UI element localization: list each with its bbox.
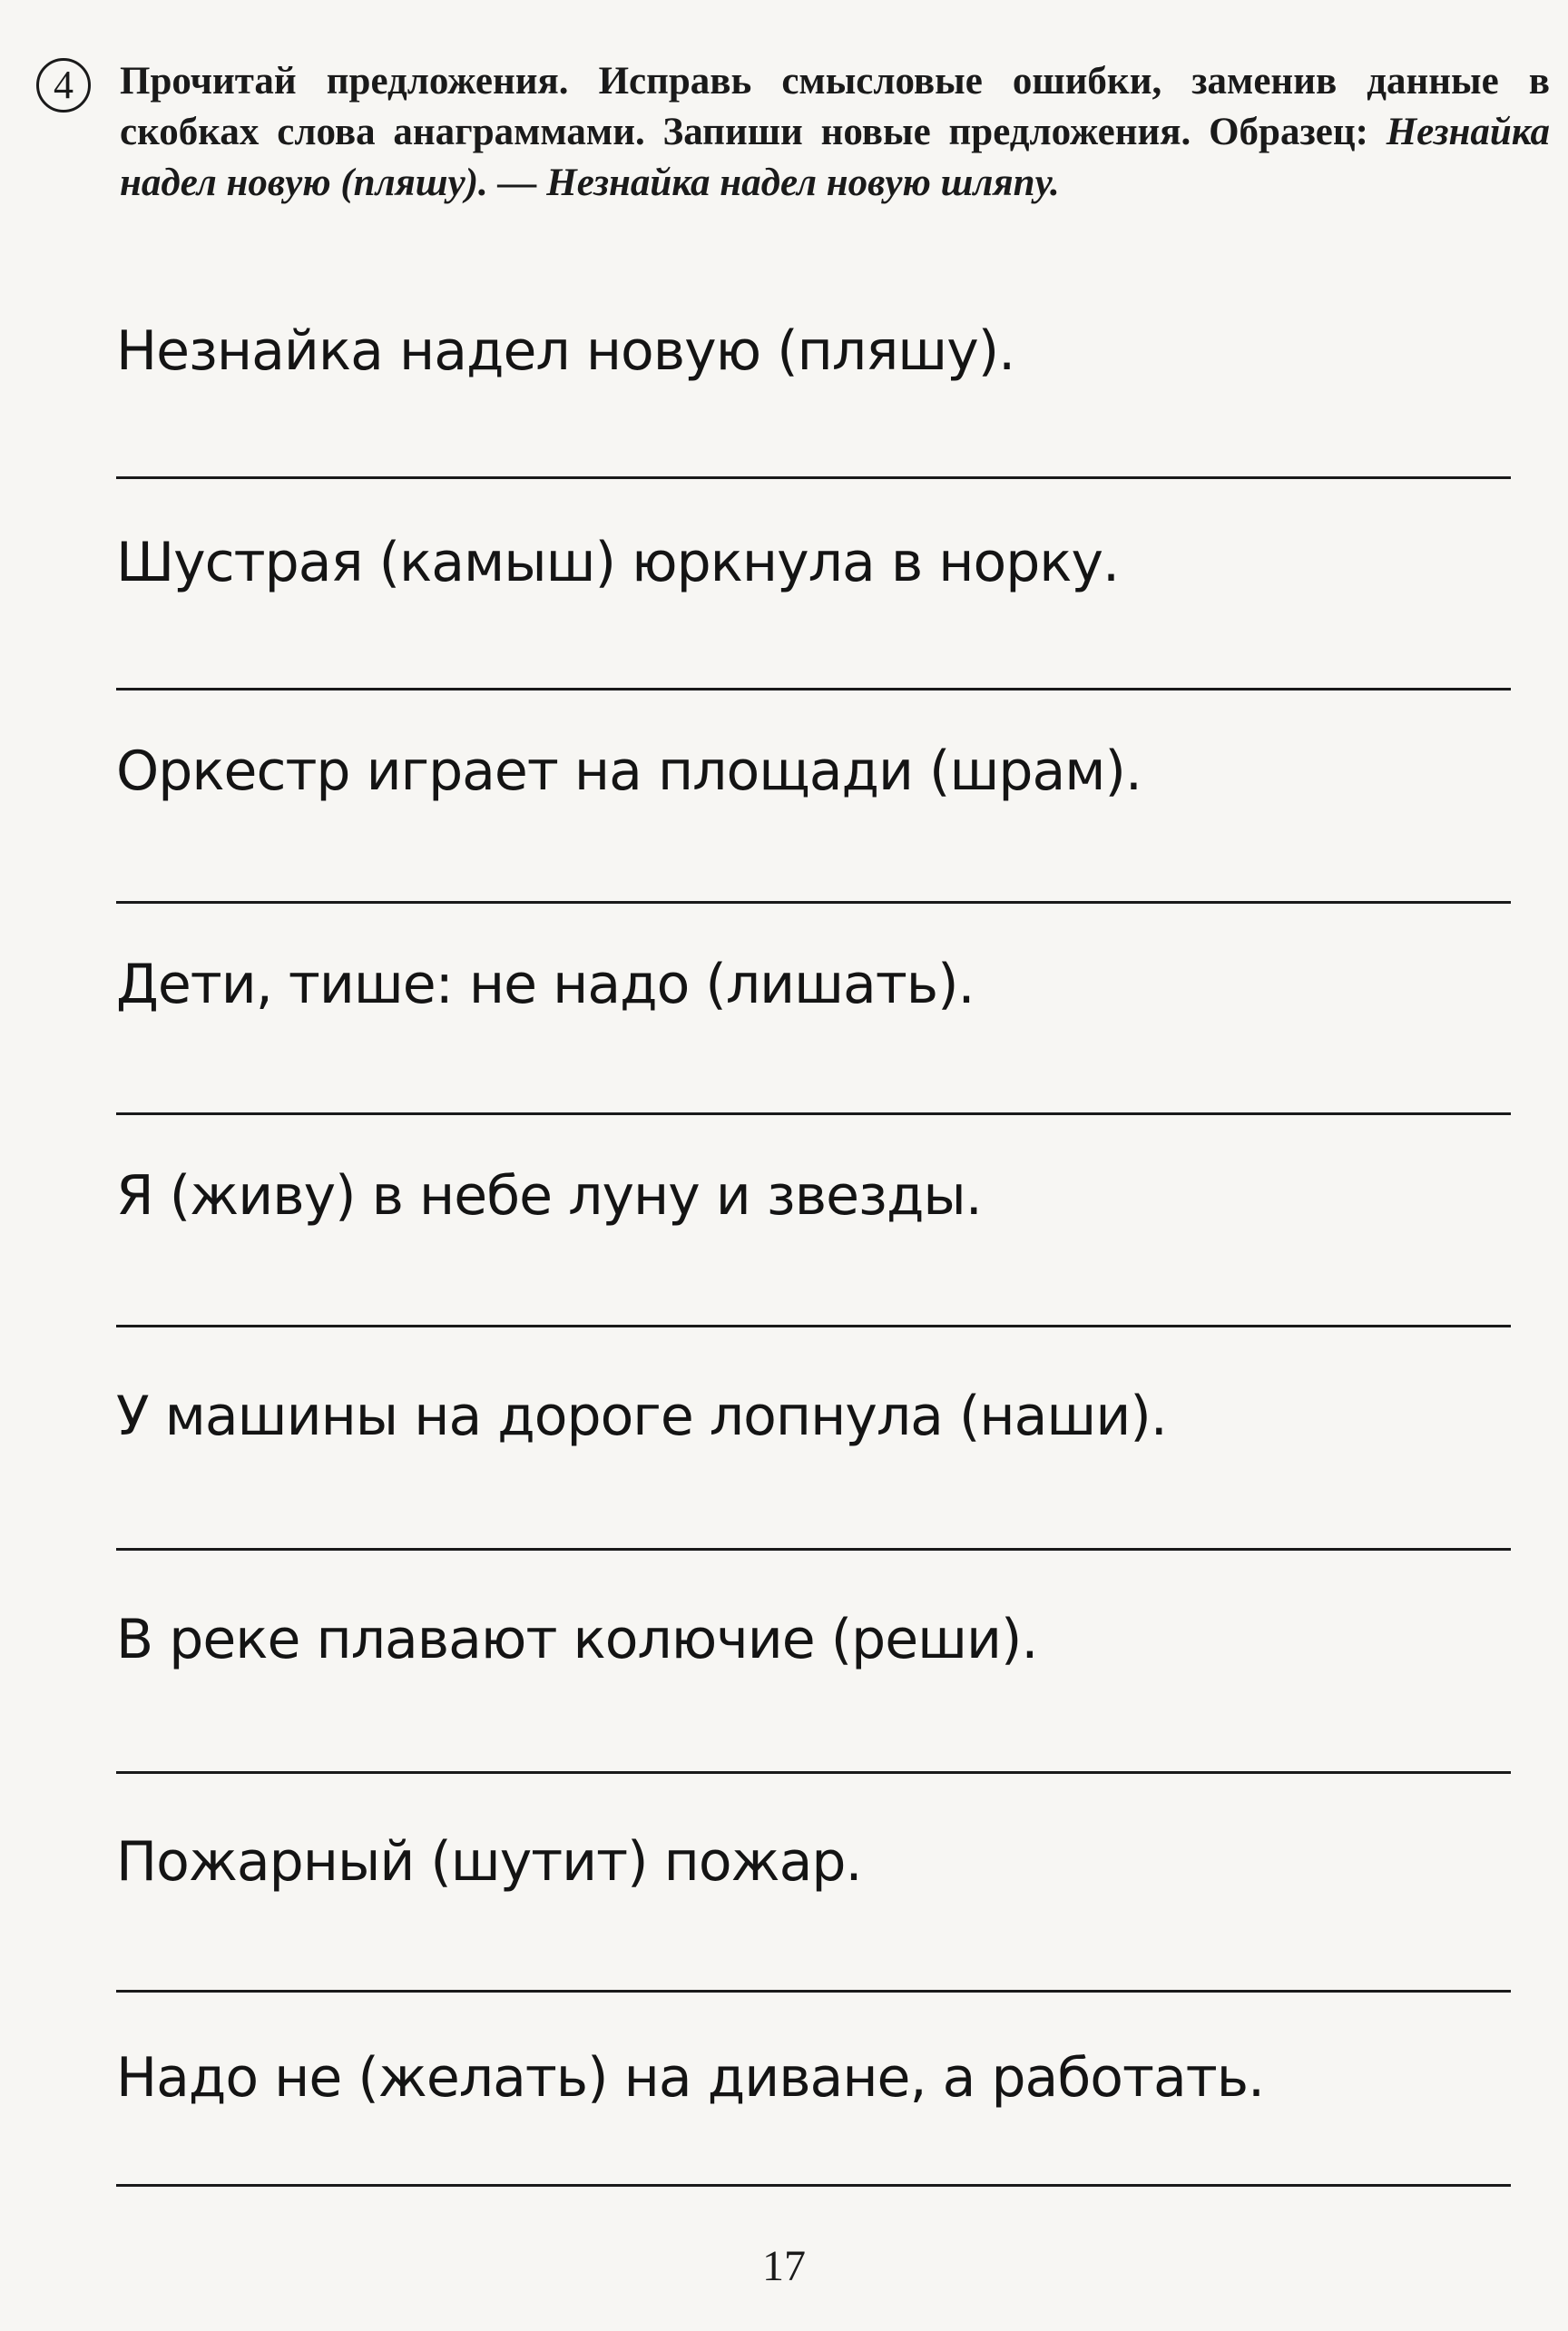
answer-line-6[interactable] [116, 1548, 1511, 1551]
sentence-9: Надо не (желать) на диване, а работать. [116, 2046, 1265, 2110]
answer-line-3[interactable] [116, 901, 1511, 904]
answer-line-9[interactable] [116, 2184, 1511, 2187]
task-number-badge: 4 [36, 58, 91, 113]
answer-line-5[interactable] [116, 1325, 1511, 1327]
task-instruction [120, 56, 1550, 209]
sentence-3: Оркестр играет на площади (шрам). [116, 739, 1142, 803]
sentence-1: Незнайка надел новую (пляшу). [116, 319, 1015, 383]
task-instruction-text: Прочитай предложения. Исправь смысловые ошибки, заменив данные в скобках слова анаграммами. Запиши новые предложения. Образец: [120, 60, 1550, 153]
page-number: 17 [762, 2242, 806, 2290]
sentence-4: Дети, тише: не надо (лишать). [116, 953, 975, 1016]
answer-line-1[interactable] [116, 476, 1511, 479]
answer-line-4[interactable] [116, 1112, 1511, 1115]
answer-line-7[interactable] [116, 1771, 1511, 1774]
sentence-8: Пожарный (шутит) пожар. [116, 1830, 862, 1894]
sentence-7: В реке плавают колючие (реши). [116, 1608, 1038, 1671]
task-example: Незнайка надел новую (пляшу). — Незнайка надел новую шляпу. [120, 111, 1550, 204]
sentence-2: Шустрая (камыш) юркнула в норку. [116, 531, 1120, 594]
sentence-6: У машины на дороге лопнула (наши). [116, 1385, 1167, 1448]
answer-line-2[interactable] [116, 688, 1511, 690]
sentence-5: Я (живу) в небе луну и звезды. [116, 1164, 982, 1228]
answer-line-8[interactable] [116, 1990, 1511, 1993]
